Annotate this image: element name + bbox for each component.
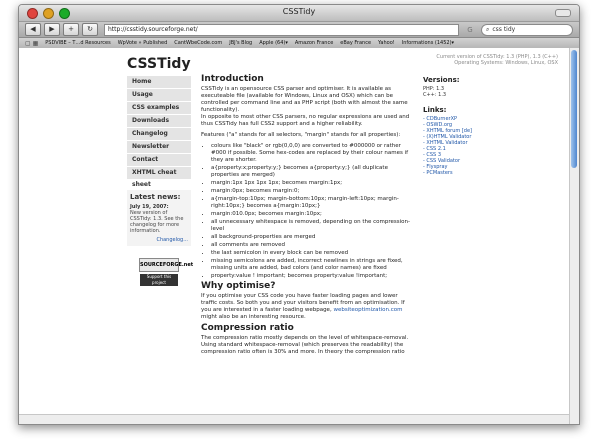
feature-item: • margin:010.0px; becomes margin:10px; xyxy=(211,211,413,218)
feature-item: • a{property:x;property:y;} becomes a{property:y;} (all duplicate properties are merged) xyxy=(211,165,413,179)
why-text-2: might also be an interesting resource. xyxy=(201,314,306,320)
intro-text-2: In opposite to most other CSS parsers, no regular expressions are used and thus CSSTidy has full CSS2 support and a higher reliability. xyxy=(201,114,410,127)
feature-item: • a{margin-top:10px; margin-bottom:10px; margin-left:10px; margin-right:10px;} becomes a{margin:10px;} xyxy=(211,196,413,210)
link-item[interactable]: - CDBurnerXP xyxy=(423,116,458,122)
link-item[interactable]: - Flyspray xyxy=(423,164,448,170)
site-title: CSSTidy xyxy=(127,56,191,72)
php-version: PHP: 1.3 xyxy=(423,86,445,92)
feature-item: • margin:1px 1px 1px 1px; becomes margin:1px; xyxy=(211,180,413,187)
link-item[interactable]: - CSS Validator xyxy=(423,158,461,164)
nav-changelog[interactable]: Changelog xyxy=(127,128,191,141)
back-button[interactable]: ◀ xyxy=(25,23,41,36)
title-bar xyxy=(19,5,579,22)
cpp-version: C++: 1.3 xyxy=(423,92,447,98)
add-bookmark-button[interactable]: + xyxy=(63,23,79,36)
window-title: CSSTidy xyxy=(282,7,316,16)
link-item[interactable]: - (X)HTML Validator xyxy=(423,134,472,140)
scrollbar-thumb[interactable] xyxy=(571,50,577,168)
bookmark-item[interactable]: Amazon France xyxy=(294,40,334,46)
web-page xyxy=(19,48,570,424)
version-line: Current version of CSSTidy: 1.3 (PHP), 1.3 (C++) xyxy=(436,54,558,60)
ratio-paragraph: The compression ratio mostly depends on the level of whitespace-removal. Using standard whitespace-removal (which preserves the readability) the compression ratio often is 30% and more. In theory the compression ratio xyxy=(201,335,409,355)
features-intro: Features ("a" stands for all selectors, "margin" stands for all properties): xyxy=(201,132,401,138)
why-paragraph xyxy=(201,293,413,321)
browser-toolbar xyxy=(19,22,579,38)
vertical-scrollbar[interactable] xyxy=(569,48,579,424)
browser-window xyxy=(18,4,580,425)
search-text: css tidy xyxy=(492,25,516,33)
features-list xyxy=(201,143,413,280)
links-list xyxy=(423,116,553,176)
nav-contact[interactable]: Contact xyxy=(127,154,191,167)
news-date: July 19, 2007: xyxy=(130,204,169,210)
links-heading: Links: xyxy=(423,106,447,114)
link-item[interactable]: - CSS 2.1 xyxy=(423,146,446,152)
feature-item: • colours like "black" or rgb(0,0,0) are converted to #000000 or rather #000 if possible. Some hex-codes are replaced by their colour names if they are shorter. xyxy=(211,143,413,164)
version-info xyxy=(436,54,558,66)
nav-downloads[interactable]: Downloads xyxy=(127,115,191,128)
sourceforge-logo[interactable]: SOURCEFORGE.net xyxy=(139,258,179,272)
link-item[interactable]: - OSWD.org xyxy=(423,122,453,128)
forward-button[interactable]: ▶ xyxy=(44,23,60,36)
main-content xyxy=(201,76,413,360)
right-sidebar xyxy=(423,76,553,176)
search-field[interactable] xyxy=(481,24,573,36)
nav-home[interactable]: Home xyxy=(127,76,191,89)
link-item[interactable]: - XHTML forum [de] xyxy=(423,128,472,134)
news-body: New version of CSSTidy: 1.3. See the changelog for more information. xyxy=(130,210,184,234)
feature-item: • margin:0px; becomes margin:0; xyxy=(211,188,413,195)
address-text: http://csstidy.sourceforge.net/ xyxy=(108,25,198,33)
left-sidebar xyxy=(127,76,194,286)
bookmark-item[interactable]: Informations (1452)▾ xyxy=(401,40,455,46)
bookmark-item[interactable]: Yahoo! xyxy=(378,40,395,46)
search-icon: ⌕ xyxy=(486,25,490,33)
nav-usage[interactable]: Usage xyxy=(127,89,191,102)
os-line: Operating Systems: Windows, Linux, OSX xyxy=(454,60,558,66)
bookmarks-icon[interactable]: ▢ ▦ xyxy=(25,39,39,47)
feature-item: • all background-properties are merged xyxy=(211,234,413,241)
bookmark-item[interactable]: CantWbeCode.com xyxy=(174,40,223,46)
intro-paragraph xyxy=(201,86,413,128)
nav-newsletter[interactable]: Newsletter xyxy=(127,141,191,154)
nav-css-examples[interactable]: CSS examples xyxy=(127,102,191,115)
intro-heading: Introduction xyxy=(201,74,264,84)
websiteoptimization-link[interactable]: websiteoptimization.com xyxy=(333,307,403,313)
bookmark-item[interactable]: JBJ's Blog xyxy=(229,40,253,46)
horizontal-scrollbar[interactable] xyxy=(19,414,570,424)
feature-item: • all unnecessary whitespace is removed, depending on the compression-level xyxy=(211,219,413,233)
feature-item: • all comments are removed xyxy=(211,242,413,249)
bookmark-item[interactable]: Apple (64)▾ xyxy=(259,40,288,46)
versions-heading: Versions: xyxy=(423,76,460,84)
why-text: If you optimise your CSS code you have faster loading pages and lower traffic costs. So both you and your visitors benefit from an optimisation. If you are interested in a faster loading webpage, xyxy=(201,293,405,313)
link-item[interactable]: - CSS 3 xyxy=(423,152,442,158)
link-item[interactable]: - PCMasters xyxy=(423,170,453,176)
intro-text: CSSTidy is an opensource CSS parser and optimiser. It is available as executeable file (available for Windows, Linux and OSX) which can be controlled per command line and as PHP script (both with almost the same functionality). xyxy=(201,86,408,113)
link-item[interactable]: - XHTML Validator xyxy=(423,140,468,146)
bookmark-item[interactable]: PSDVIBE – T…d Resources xyxy=(45,40,111,46)
feature-item: • property:value ! important; becomes property:value !important; xyxy=(211,273,413,280)
google-icon: G xyxy=(467,25,473,34)
site-nav xyxy=(127,76,191,188)
support-project-badge[interactable]: Support this project xyxy=(140,274,178,286)
toolbar-toggle-button[interactable] xyxy=(555,9,571,17)
news-changelog-link[interactable]: Changelog... xyxy=(156,237,188,243)
feature-item: • the last semicolon in every block can be removed xyxy=(211,250,413,257)
news-box xyxy=(127,190,191,246)
bookmark-item[interactable]: WpVote » Published xyxy=(117,40,168,46)
why-heading: Why optimise? xyxy=(201,281,276,291)
reload-button[interactable]: ↻ xyxy=(82,23,98,36)
address-bar[interactable] xyxy=(104,24,459,36)
bookmark-item[interactable]: eBay France xyxy=(340,40,372,46)
feature-item: • missing semicolons are added, incorrect newlines in strings are fixed, missing units are added, bad colors (and color names) are fixed xyxy=(211,258,413,272)
nav-xhtml-cheat-sheet[interactable]: XHTML cheat sheet xyxy=(127,167,191,180)
news-heading: Latest news: xyxy=(130,193,181,201)
ratio-heading: Compression ratio xyxy=(201,323,294,333)
